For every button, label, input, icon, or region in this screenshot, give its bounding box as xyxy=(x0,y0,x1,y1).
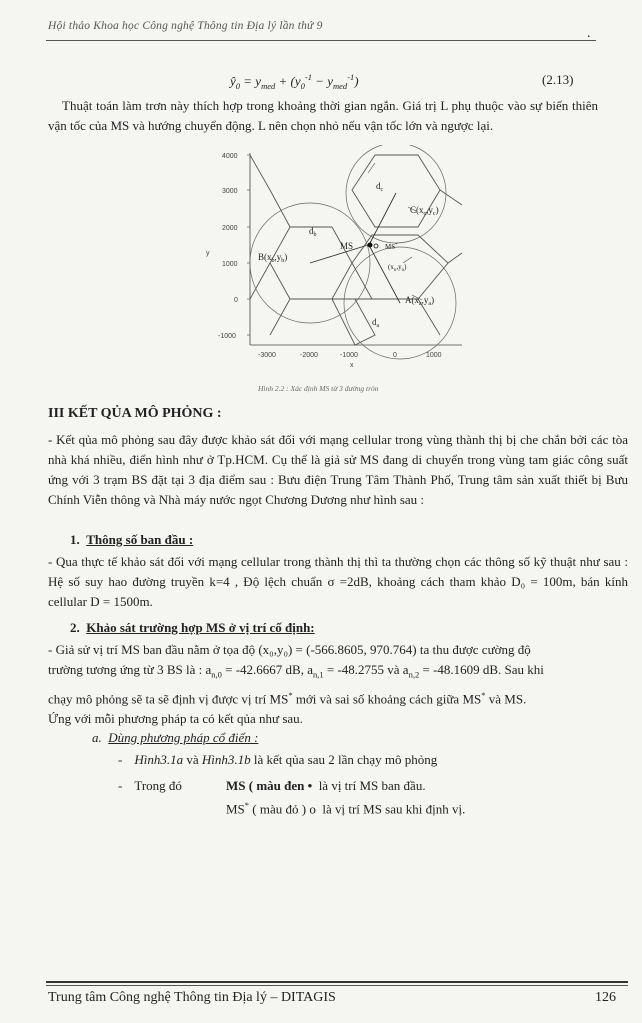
intro-paragraph: Thuật toán làm trơn này thích hợp trong khoảng thời gian ngắn. Giá trị L phụ thuộc vào sự biến thiên vận tốc của MS và hướng chuyển động. L nên chọn nhỏ nếu vận tốc lớn và ngược lại. xyxy=(48,98,598,133)
bullet-1: - Hình3.1a và Hình3.1b là kết qủa sau 2 lần chạy mô phỏng xyxy=(118,752,438,767)
x-tick-label: -1000 xyxy=(340,352,358,359)
circle-c xyxy=(346,145,446,243)
hexagon-c xyxy=(352,155,440,227)
subsection-1-paragraph: - Qua thực tế khảo sát đối với mạng cellular trong thành thị thì ta thường chọn các thông số kỹ thuật như sau : Hệ số suy hao đường truyền k=4 , Độ lệch chuẩn σ =2dB, khoảng cách tham khảo D₀ = 100m, bán kính cellular D = 1500m. xyxy=(48,554,628,609)
x-tick-label: 0 xyxy=(393,352,397,359)
y-axis-symbol: y xyxy=(206,250,210,257)
label-da: $d_a$ xyxy=(372,317,380,329)
subsection-1-title: 1. Thông số ban đầu : xyxy=(70,532,194,547)
y-tick-label: 4000 xyxy=(222,153,238,160)
y-tick-label: 1000 xyxy=(222,261,238,268)
label-ms: MS xyxy=(340,241,354,251)
equation-2-13: $ŷ_0 = y_{med} + (y_0^{-1} - y_{med}^{-1})$ xyxy=(230,72,359,91)
section3-paragraph: - Kết qủa mô phỏng sau đây được khảo sát đối với mạng cellular trong vùng thành thị bị che chắn bởi các tòa nhà khá nhiều, điển hình như ở Tp.HCM. Cụ thể là giả sử MS đang di chuyển trong vùng tam giác công suất ứng với 3 trạm BS đặt tại 3 địa điểm sau : Bưu điện Trung Tâm Thành Phố, Trung tâm sản xuất thiết bị Bưu Chính Viễn thông và Nhà máy nước ngọt Chương Dương như hình sau : xyxy=(48,432,628,507)
page-number: 126 xyxy=(595,990,616,1005)
header-dot: . xyxy=(587,26,591,41)
ms-point xyxy=(368,243,373,248)
bullet-2-ms: MS ( màu đen • là vị trí MS ban đầu. xyxy=(226,778,426,793)
subsection-2-title: 2. Khảo sát trường hợp MS ở vị trí cố định: xyxy=(70,620,315,635)
y-tick-label: 0 xyxy=(234,297,238,304)
label-a: $A(x_a,y_a)$ xyxy=(405,295,435,307)
subsection-a-title: a. Dùng phương pháp cổ điển : xyxy=(92,730,259,745)
footer-rule xyxy=(46,981,628,983)
figure-caption: Hình 2.2 : Xác định MS từ 3 đường tròn xyxy=(258,384,379,393)
y-tick-label: 2000 xyxy=(222,225,238,232)
header-rule xyxy=(46,40,596,41)
footer-organization: Trung tâm Công nghệ Thông tin Địa lý – DITAGIS xyxy=(48,990,336,1005)
running-header: Hội thảo Khoa học Công nghệ Thông tin Địa lý lần thứ 9 xyxy=(48,20,323,32)
bullet-2: - Trong đó xyxy=(118,778,182,793)
figure-trilateration xyxy=(200,145,470,377)
x-tick-label: -2000 xyxy=(300,352,318,359)
hexagon-bottom xyxy=(332,299,375,345)
label-db: $d_b$ xyxy=(309,226,317,238)
bullet-3: MS* ( màu đỏ ) o là vị trí MS sau khi định vị. xyxy=(226,800,466,817)
x-tick-label: 1000 xyxy=(426,352,442,359)
section-title: III KẾT QỦA MÔ PHỎNG : xyxy=(48,406,222,421)
x-tick-label: -3000 xyxy=(258,352,276,359)
label-c: $C(x_c,y_c)$ xyxy=(410,205,439,217)
equation-number: (2.13) xyxy=(542,72,574,87)
label-ms-star: MS* xyxy=(385,243,398,251)
subsection-2-paragraph: - Giả sử vị trí MS ban đầu nằm ở tọa độ (x₀,y₀) = (-566.8605, 970.764) ta thu được cường độ trường tương ứng từ 3 BS là : $a_{n,0} = -42.6667$ dB, $a_{n,1} = -48.2755$ và $a_{n,2} = -48.1609$ dB. Sau khi chạy mô phỏng sẽ ta sẽ định vị được vị trí MS* mới và sai số khoảng cách giữa MS* và MS. Ứng với mỗi phương pháp ta có kết qủa như sau. xyxy=(48,642,544,726)
footer-rule-thin xyxy=(46,985,628,986)
ms-star-point xyxy=(374,244,378,248)
x-axis-symbol: x xyxy=(350,362,354,369)
y-tick-label: 3000 xyxy=(222,188,238,195)
label-dc: $d_c$ xyxy=(376,181,384,193)
label-xy0: $(x_o,y_o)$ xyxy=(388,263,407,273)
y-tick-label: -1000 xyxy=(218,333,236,340)
label-b: $B(x_b,y_b)$ xyxy=(258,252,288,264)
